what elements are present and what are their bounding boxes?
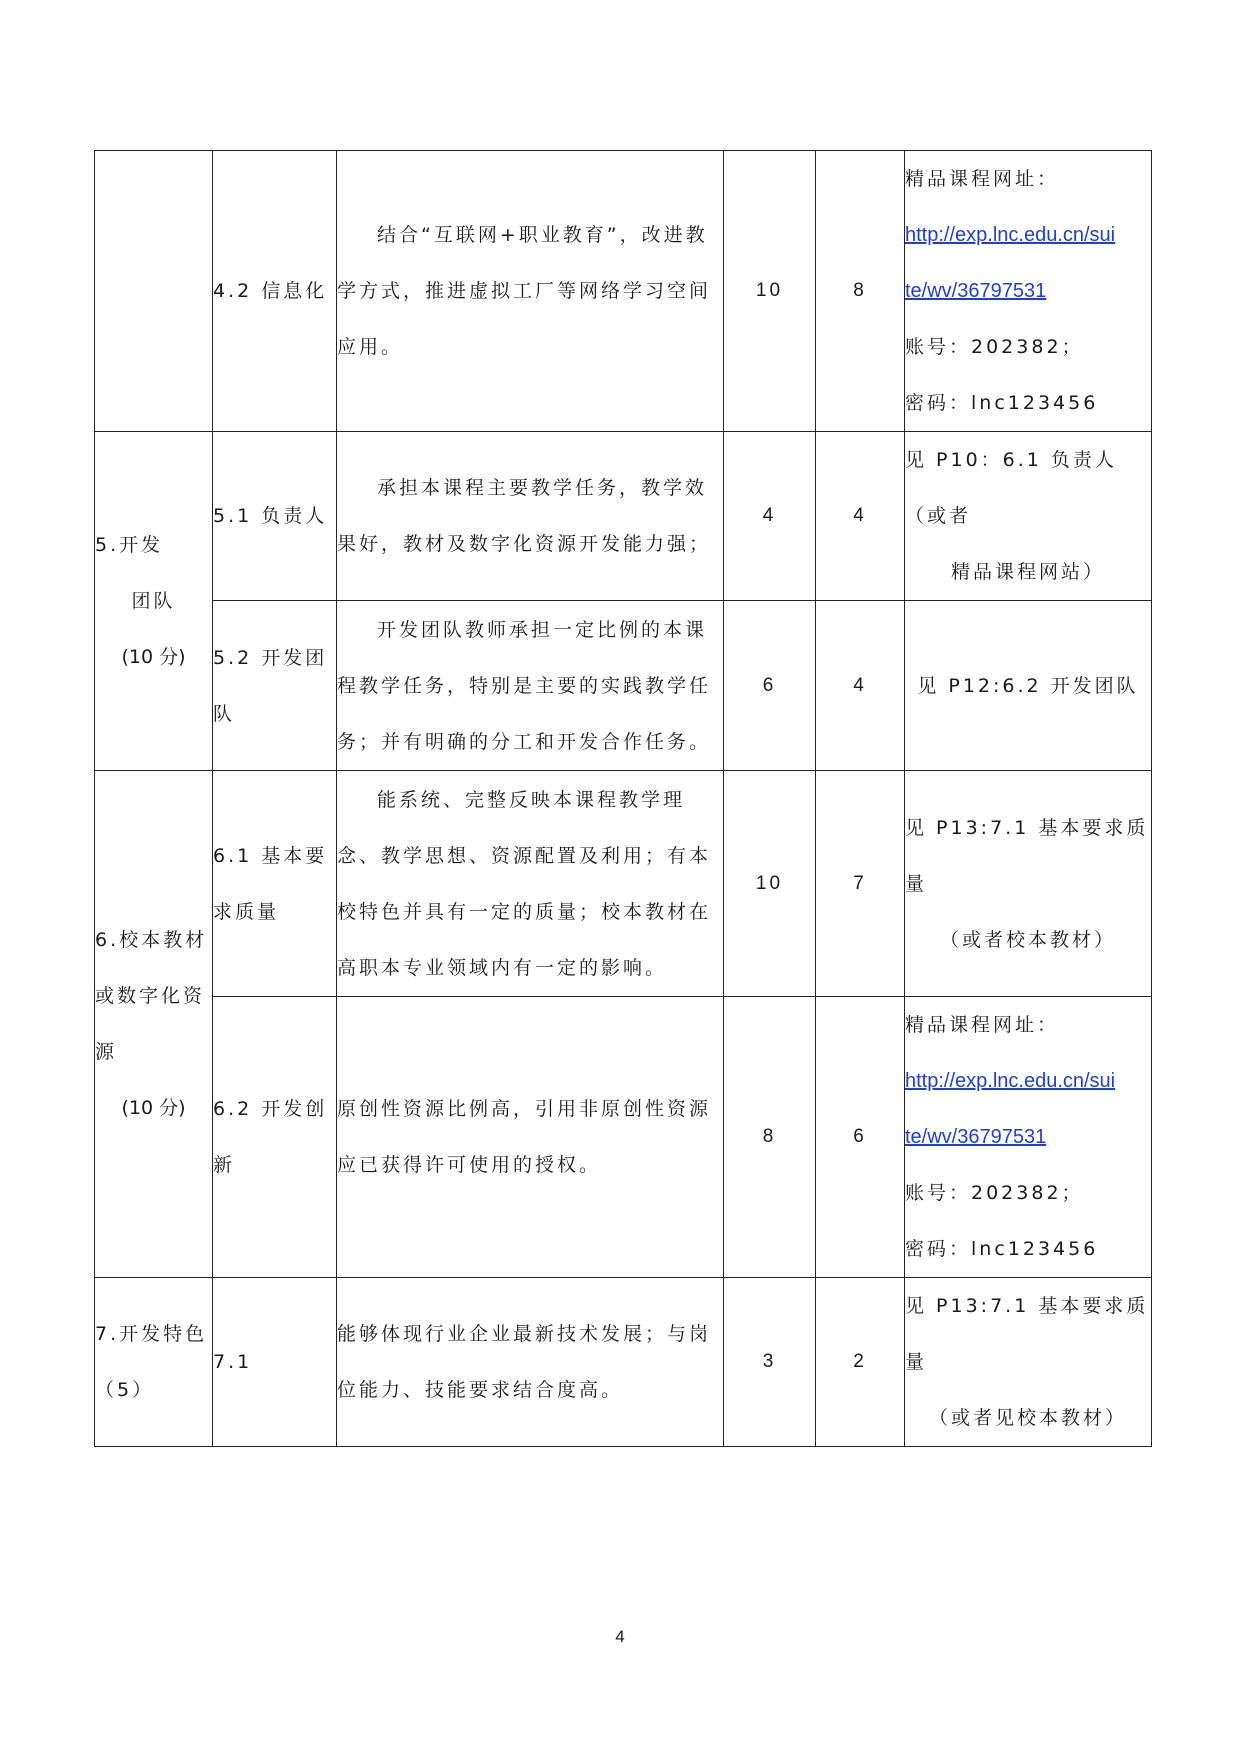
course-website-link[interactable]: http://exp.lnc.edu.cn/sui: [905, 224, 1116, 246]
score-cell: [816, 601, 905, 771]
score-value: 2: [853, 1351, 867, 1372]
item-label: 6.1 基本要求质量: [213, 844, 328, 923]
score-value: 6: [853, 1126, 867, 1147]
evidence-text-cont: （或者见校本教材）: [928, 1407, 1127, 1429]
description-text: 能系统、完整反映本课程教学理念、教学思想、资源配置及利用；有本校特色并具有一定的质量；校本教材在高职本专业领域内有一定的影响。: [337, 788, 712, 979]
description-cell: [337, 997, 724, 1278]
category-cell-6: [95, 771, 213, 1278]
full-score-cell: [724, 771, 816, 997]
category-title: 7.开发特色: [95, 1323, 208, 1345]
score-value: 7: [853, 872, 867, 894]
full-score: 10: [755, 280, 784, 301]
table-row-5-2: [95, 601, 1152, 771]
description-text: 能够体现行业企业最新技术发展；与岗位能力、技能要求结合度高。: [337, 1323, 712, 1401]
full-score-cell: [724, 997, 816, 1278]
item-label: 6.2 开发创新: [213, 1098, 328, 1176]
evidence-text: 见 P10：6.1 负责人（或者: [905, 449, 1117, 527]
score-value: 8: [853, 280, 867, 301]
full-score: 6: [762, 674, 777, 696]
category-title-cont: 团队: [131, 590, 176, 612]
category-cell-empty: [95, 151, 213, 432]
evidence-text: 见 P13:7.1 基本要求质量: [905, 1295, 1149, 1373]
category-title: 5.开发: [95, 534, 164, 556]
evidence-text: 见 P13:7.1 基本要求质量: [905, 816, 1149, 895]
description-cell: [337, 432, 724, 601]
evidence-cell: [905, 151, 1152, 432]
full-score: 8: [762, 1126, 777, 1147]
table-row-5-1: [95, 432, 1152, 601]
category-cell-7: [95, 1278, 213, 1447]
description-text: 开发团队教师承担一定比例的本课程教学任务，特别是主要的实践教学任务；并有明确的分工和开发合作任务。: [337, 618, 712, 753]
item-label: 5.1 负责人: [213, 505, 328, 527]
course-website-link-cont[interactable]: te/wv/36797531: [905, 1126, 1047, 1148]
table-row-6-2: [95, 997, 1152, 1278]
evidence-cell: [905, 601, 1152, 771]
item-label: 4.2 信息化: [213, 280, 328, 302]
full-score-cell: [724, 601, 816, 771]
category-cell-5: [95, 432, 213, 771]
evidence-text: 见 P12:6.2 开发团队: [917, 674, 1139, 697]
score-cell: [816, 151, 905, 432]
item-cell: [213, 997, 337, 1278]
course-website-link[interactable]: http://exp.lnc.edu.cn/sui: [905, 1070, 1116, 1092]
evidence-cell: [905, 432, 1152, 601]
item-cell: [213, 771, 337, 997]
description-cell: [337, 771, 724, 997]
account-text: 账号：202382；: [905, 1182, 1084, 1204]
description-text: 承担本课程主要教学任务，教学效果好，教材及数字化资源开发能力强；: [337, 477, 712, 555]
description-text: 原创性资源比例高，引用非原创性资源应已获得许可使用的授权。: [337, 1098, 712, 1176]
description-cell: [337, 601, 724, 771]
item-label: 5.2 开发团队: [213, 646, 328, 725]
item-cell: [213, 601, 337, 771]
evidence-website-label: 精品课程网址：: [905, 1014, 1060, 1036]
full-score-cell: [724, 1278, 816, 1447]
score-cell: [816, 432, 905, 601]
category-points: (10 分): [121, 1097, 186, 1119]
description-text: 结合“互联网+职业教育”，改进教学方式，推进虚拟工厂等网络学习空间应用。: [337, 224, 712, 358]
evidence-text-cont: （或者校本教材）: [939, 928, 1116, 951]
evidence-cell: [905, 771, 1152, 997]
category-points: （5）: [95, 1379, 155, 1401]
page-number: 4: [615, 1627, 625, 1646]
account-text: 账号：202382；: [905, 336, 1084, 358]
item-cell: [213, 151, 337, 432]
description-cell: [337, 151, 724, 432]
full-score-cell: [724, 432, 816, 601]
password-text: 密码：lnc123456: [905, 1238, 1099, 1260]
full-score: 3: [762, 1351, 777, 1372]
item-label: 7.1: [213, 1351, 253, 1373]
score-value: 4: [853, 505, 867, 526]
table-row-6-1: [95, 771, 1152, 997]
item-cell: [213, 432, 337, 601]
password-text: 密码：lnc123456: [905, 392, 1099, 414]
evidence-cell: [905, 1278, 1152, 1447]
full-score: 10: [755, 872, 784, 894]
category-points: (10 分): [121, 646, 186, 668]
score-cell: [816, 997, 905, 1278]
score-cell: [816, 771, 905, 997]
item-cell: [213, 1278, 337, 1447]
score-value: 4: [853, 674, 867, 696]
table-row-7-1: [95, 1278, 1152, 1447]
evidence-cell: [905, 997, 1152, 1278]
evidence-website-label: 精品课程网址：: [905, 168, 1060, 190]
category-title: 6.校本教材或数字化资源: [95, 929, 208, 1063]
evaluation-table: [94, 150, 1152, 1447]
table-row-4-2: [95, 151, 1152, 432]
full-score: 4: [762, 505, 777, 526]
full-score-cell: [724, 151, 816, 432]
score-cell: [816, 1278, 905, 1447]
evidence-text-cont: 精品课程网站）: [950, 561, 1105, 583]
course-website-link-cont[interactable]: te/wv/36797531: [905, 280, 1047, 302]
description-cell: [337, 1278, 724, 1447]
